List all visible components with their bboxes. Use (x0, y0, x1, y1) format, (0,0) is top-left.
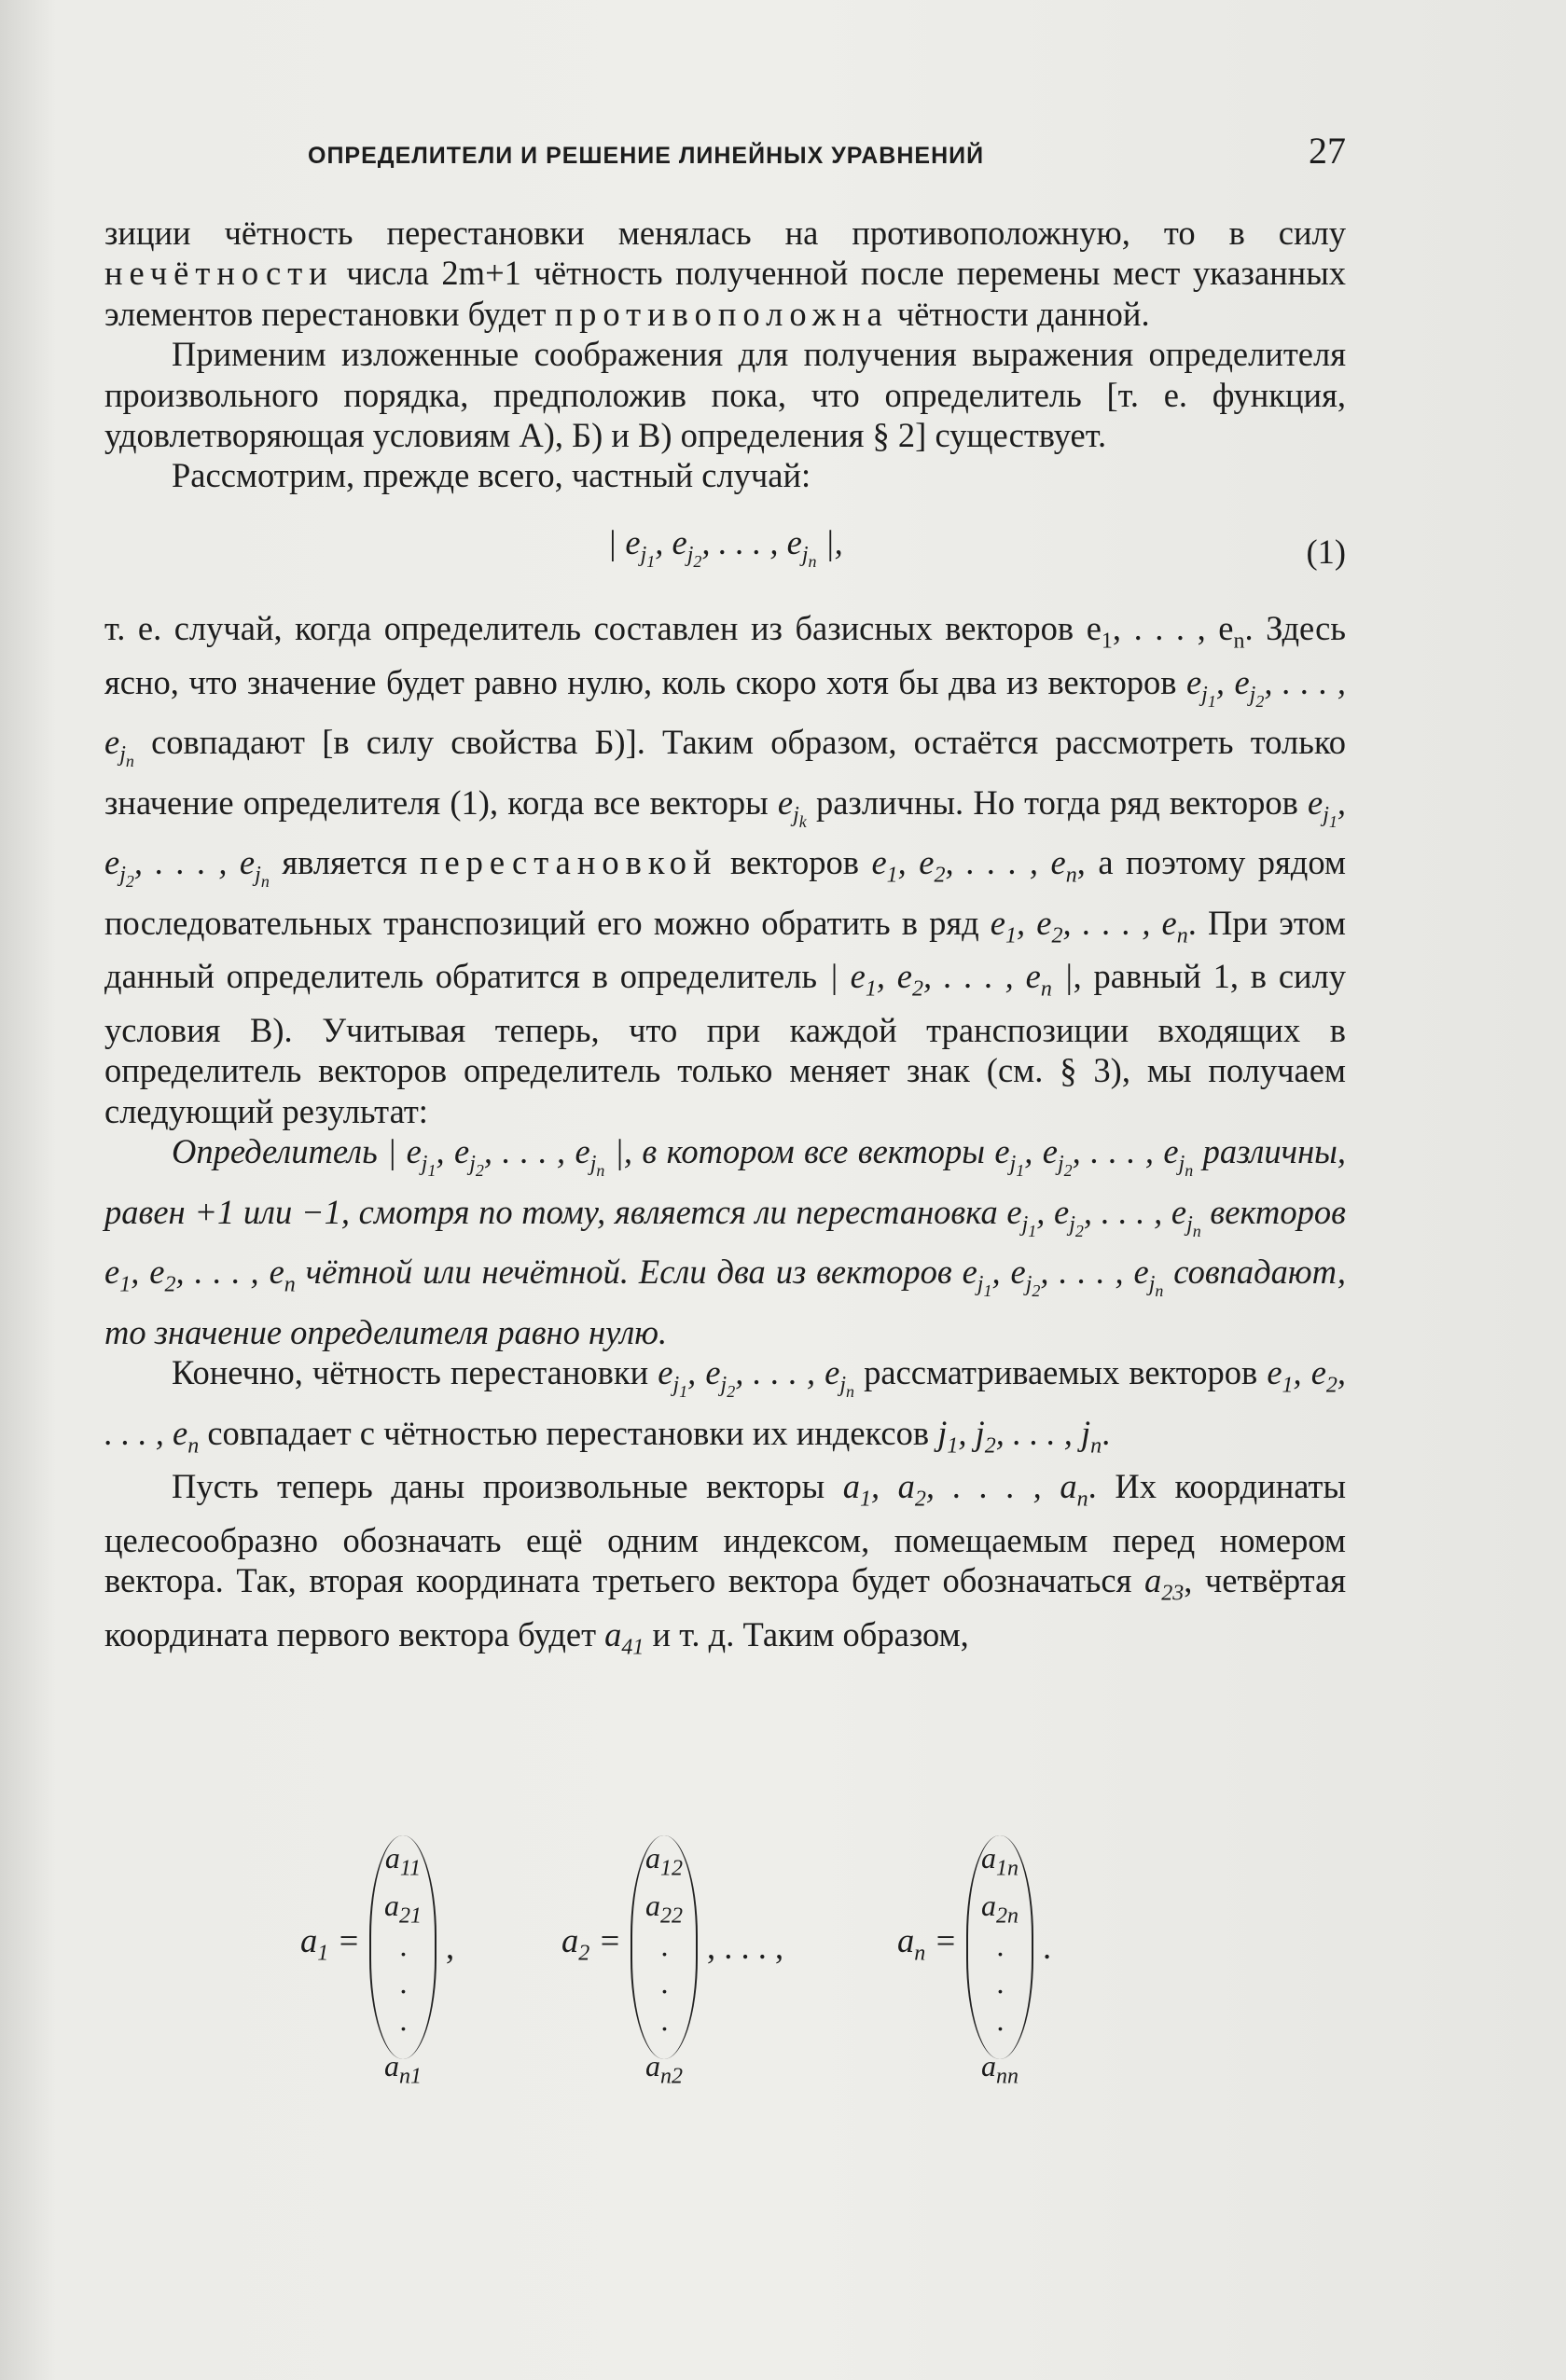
paragraph-1: зиции чётность перестановки менялась на противоположную, то в силу нечётности числа 2m+1 чётность полученной после перемены мест указанных элементов перестановки будет противоположна чётности данной. (104, 214, 1346, 333)
page-header (308, 129, 1346, 185)
paragraph-2: Применим изложенные соображения для получения выражения определителя произвольного порядка, предположив пока, что определитель [т. е. функция, удовлетворяющая условиям А), Б) и В) определения § 2] существует. (104, 335, 1346, 455)
paragraph-5: Конечно, чётность перестановки $e_{j_1}$, $e_{j_2}$, . . . , $e_{j_n}$ рассматриваемых векторов $e_1$, $e_2$, . . . , $e_n$ совпадает с чётностью перестановки их индексов $j_1$, $j_2$, . . . , $j_n$. (104, 1353, 1347, 1458)
formula-number: (1) (1306, 532, 1346, 571)
vector-an: $a_n$ = $a_{1n}$ $a_{2n}$ · · · $a_{nn}$ . (897, 1835, 1051, 2059)
formula-1 (104, 496, 1346, 608)
running-title: ОПРЕДЕЛИТЕЛИ И РЕШЕНИЕ ЛИНЕЙНЫХ УРАВНЕНИЙ (308, 143, 985, 169)
paragraph-6: Пусть теперь даны произвольные векторы $a_1$, $a_2$, . . . , $a_n$. Их координаты целесообразно обозначать ещё одним индексом, помещаемым перед номером вектора. Так, вторая координата третьего вектора будет обозначаться $a_{23}$, четвёртая координата первого вектора будет $a_{41}$ и т. д. Таким образом, (104, 1467, 1347, 1660)
spaced-word: нечётности (104, 254, 334, 293)
paragraph-4: т. е. случай, когда определитель составлен из базисных векторов $e_1$, . . . , $e_n$. Здесь ясно, что значение будет равно нулю, коль скоро хотя бы два из векторов $e_{j_1}$, $e_{j_2}$, . . . , $e_{j_n}$ совпадают [в силу свойства Б)]. Таким образом, остаётся рассмотреть только значение определителя (1), когда все векторы $e_{j_k}$ различны. Но тогда ряд векторов $e_{j_1}$, $e_{j_2}$, . . . , $e_{j_n}$ является перестановкой векторов $e_1$, $e_2$, . . . , $e_n$, а поэтому рядом последовательных транспозиций его можно обратить в ряд $e_1$, $e_2$, . . . , $e_n$. При этом данный определитель обратится в определитель | $e_1$, $e_2$, . . . , $e_n$ |, равный 1, в силу условия В). Учитывая теперь, что при каждой транспозиции входящих в определитель векторов определитель только меняет знак (см. § 3), мы получаем следующий результат: (104, 608, 1347, 1130)
column-vector-an: $a_{1n}$ $a_{2n}$ · · · $a_{nn}$ (966, 1835, 1033, 2059)
page-number: 27 (1309, 130, 1346, 172)
formula-1-expression: | $e_{j_1}$, $e_{j_2}$, . . . , $e_{j_n}$ |, (607, 522, 843, 571)
spaced-word: противоположна (554, 294, 889, 333)
vector-definitions (104, 1835, 1346, 2089)
page-body (104, 213, 1347, 2089)
vector-a1: $a_1$ = $a_{11}$ $a_{21}$ · · · $a_{n1}$ , (300, 1835, 454, 2059)
theorem: Определитель | $e_{j_1}$, $e_{j_2}$, . . . , $e_{j_n}$ |, в котором все векторы $e_{j_1}$, $e_{j_2}$, . . . , $e_{j_n}$ различны, равен +1 или −1, смотря по тому, является ли перестановка $e_{j_1}$, $e_{j_2}$, . . . , $e_{j_n}$ векторов $e_1$, $e_2$, . . . , $e_n$ чётной или нечётной. Если два из векторов $e_{j_1}$, $e_{j_2}$, . . . , $e_{j_n}$ совпадают, то значение определителя равно нулю. (104, 1132, 1347, 1351)
column-vector-a2: $a_{12}$ $a_{22}$ · · · $a_{n2}$ (631, 1835, 698, 2059)
vector-a2: $a_2$ = $a_{12}$ $a_{22}$ · · · $a_{n2}$ , . . . , (561, 1835, 783, 2059)
column-vector-a1: $a_{11}$ $a_{21}$ · · · $a_{n1}$ (369, 1835, 437, 2059)
paragraph-3: Рассмотрим, прежде всего, частный случай: (172, 456, 811, 495)
spaced-word: перестановкой (419, 843, 718, 882)
